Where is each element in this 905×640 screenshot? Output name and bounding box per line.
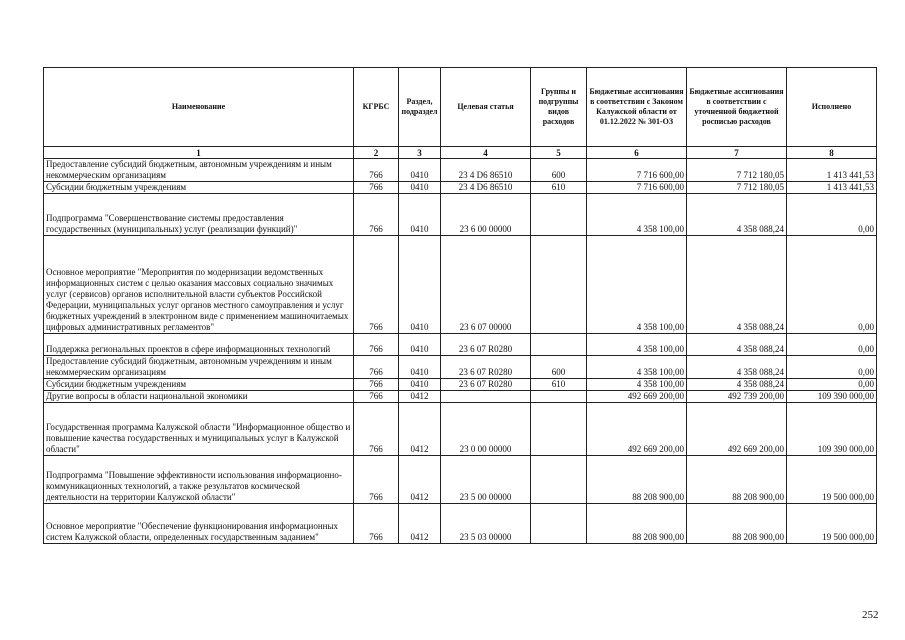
row-executed: 0,00 — [787, 356, 877, 379]
row-section: 0412 — [399, 504, 441, 544]
row-executed: 1 413 441,53 — [787, 159, 877, 182]
row-group — [531, 236, 587, 334]
row-name: Подпрограмма "Повышение эффективности использования информационно-коммуникационных технологий, а также результатов космической деятельности на территории Калужской области" — [44, 456, 354, 504]
row-group — [531, 334, 587, 356]
column-number: 6 — [587, 147, 687, 159]
row-group: 610 — [531, 379, 587, 391]
row-name: Основное мероприятие "Обеспечение функционирования информационных систем Калужской области, определенных государственным заданием" — [44, 504, 354, 544]
row-name: Основное мероприятие "Мероприятия по модернизации ведомственных информационных систем с целью оказания массовых социально значимых услуг (сервисов) органов исполнительной власти субъектов Российской Федерации, муниципальных услуг органов местного самоуправления и услуг бюджетных учреждений в электронном виде с применением машиночитаемых цифровых административных регламентов" — [44, 236, 354, 334]
row-kgrbs: 766 — [354, 194, 399, 236]
row-law: 7 716 600,00 — [587, 182, 687, 194]
row-kgrbs: 766 — [354, 379, 399, 391]
budget-table — [43, 67, 877, 544]
row-executed: 0,00 — [787, 236, 877, 334]
row-refined: 7 712 180,05 — [687, 159, 787, 182]
row-target: 23 6 00 00000 — [441, 194, 531, 236]
row-name: Поддержка региональных проектов в сфере информационных технологий — [44, 334, 354, 356]
row-kgrbs: 766 — [354, 159, 399, 182]
row-section: 0410 — [399, 356, 441, 379]
row-executed: 109 390 000,00 — [787, 391, 877, 403]
row-refined: 4 358 088,24 — [687, 236, 787, 334]
row-section: 0410 — [399, 182, 441, 194]
row-target: 23 5 00 00000 — [441, 456, 531, 504]
column-number: 4 — [441, 147, 531, 159]
row-group — [531, 391, 587, 403]
table-row — [44, 379, 877, 391]
row-section: 0410 — [399, 236, 441, 334]
row-law: 492 669 200,00 — [587, 403, 687, 456]
row-kgrbs: 766 — [354, 391, 399, 403]
row-section: 0410 — [399, 194, 441, 236]
header-target: Целевая статья — [441, 68, 531, 147]
row-name: Предоставление субсидий бюджетным, автономным учреждениям и иным некоммерческим организациям — [44, 356, 354, 379]
table-row — [44, 194, 877, 236]
row-refined: 4 358 088,24 — [687, 334, 787, 356]
table-row — [44, 236, 877, 334]
row-section: 0410 — [399, 159, 441, 182]
column-numbers-row — [44, 147, 877, 159]
header-executed: Исполнено — [787, 68, 877, 147]
table-row — [44, 403, 877, 456]
row-target: 23 6 07 R0280 — [441, 379, 531, 391]
table-row — [44, 456, 877, 504]
row-name: Субсидии бюджетным учреждениям — [44, 379, 354, 391]
header-name: Наименование — [44, 68, 354, 147]
row-target: 23 4 D6 86510 — [441, 182, 531, 194]
table-row — [44, 182, 877, 194]
row-refined: 88 208 900,00 — [687, 456, 787, 504]
row-kgrbs: 766 — [354, 236, 399, 334]
row-section: 0412 — [399, 391, 441, 403]
row-name: Субсидии бюджетным учреждениям — [44, 182, 354, 194]
row-target: 23 6 07 00000 — [441, 236, 531, 334]
row-group — [531, 504, 587, 544]
column-number: 8 — [787, 147, 877, 159]
row-executed: 1 413 441,53 — [787, 182, 877, 194]
row-executed: 0,00 — [787, 379, 877, 391]
row-section: 0412 — [399, 456, 441, 504]
row-executed: 0,00 — [787, 194, 877, 236]
row-law: 4 358 100,00 — [587, 334, 687, 356]
table-body — [44, 159, 877, 544]
row-law: 4 358 100,00 — [587, 356, 687, 379]
table-row — [44, 504, 877, 544]
header-row — [44, 68, 877, 147]
row-law: 4 358 100,00 — [587, 236, 687, 334]
row-section: 0410 — [399, 379, 441, 391]
header-refined: Бюджетные ассигнования в соответствии с уточненной бюджетной росписью расходов — [687, 68, 787, 147]
row-refined: 492 669 200,00 — [687, 403, 787, 456]
row-group: 610 — [531, 182, 587, 194]
page-number: 252 — [862, 609, 879, 621]
row-executed: 19 500 000,00 — [787, 504, 877, 544]
row-name: Другие вопросы в области национальной экономики — [44, 391, 354, 403]
row-law: 88 208 900,00 — [587, 504, 687, 544]
table-row — [44, 159, 877, 182]
header-groups: Группы и подгруппы видов расходов — [531, 68, 587, 147]
table-row — [44, 334, 877, 356]
row-refined: 4 358 088,24 — [687, 379, 787, 391]
row-law: 7 716 600,00 — [587, 159, 687, 182]
table-row — [44, 391, 877, 403]
row-kgrbs: 766 — [354, 182, 399, 194]
row-law: 4 358 100,00 — [587, 379, 687, 391]
row-kgrbs: 766 — [354, 456, 399, 504]
table-row — [44, 356, 877, 379]
row-refined: 4 358 088,24 — [687, 356, 787, 379]
row-name: Подпрограмма "Совершенствование системы предоставления государственных (муниципальных) услуг (реализации функций)" — [44, 194, 354, 236]
row-target: 23 4 D6 86510 — [441, 159, 531, 182]
row-executed: 109 390 000,00 — [787, 403, 877, 456]
row-law: 4 358 100,00 — [587, 194, 687, 236]
column-number: 7 — [687, 147, 787, 159]
header-kgrbs: КГРБС — [354, 68, 399, 147]
row-kgrbs: 766 — [354, 504, 399, 544]
header-law: Бюджетные ассигнования в соответствии с Законом Калужской области от 01.12.2022 № 301-ОЗ — [587, 68, 687, 147]
row-target: 23 6 07 R0280 — [441, 334, 531, 356]
row-law: 492 669 200,00 — [587, 391, 687, 403]
row-name: Государственная программа Калужской области "Информационное общество и повышение качества государственных и муниципальных услуг в Калужской области" — [44, 403, 354, 456]
row-kgrbs: 766 — [354, 356, 399, 379]
row-refined: 4 358 088,24 — [687, 194, 787, 236]
row-section: 0412 — [399, 403, 441, 456]
row-kgrbs: 766 — [354, 403, 399, 456]
column-number: 3 — [399, 147, 441, 159]
row-target: 23 0 00 00000 — [441, 403, 531, 456]
row-section: 0410 — [399, 334, 441, 356]
row-executed: 0,00 — [787, 334, 877, 356]
row-group: 600 — [531, 356, 587, 379]
row-name: Предоставление субсидий бюджетным, автономным учреждениям и иным некоммерческим организациям — [44, 159, 354, 182]
header-section: Раздел, подраздел — [399, 68, 441, 147]
row-group: 600 — [531, 159, 587, 182]
row-law: 88 208 900,00 — [587, 456, 687, 504]
row-target: 23 5 03 00000 — [441, 504, 531, 544]
row-group — [531, 194, 587, 236]
row-executed: 19 500 000,00 — [787, 456, 877, 504]
row-refined: 88 208 900,00 — [687, 504, 787, 544]
column-number: 1 — [44, 147, 354, 159]
row-target: 23 6 07 R0280 — [441, 356, 531, 379]
row-refined: 492 739 200,00 — [687, 391, 787, 403]
row-group — [531, 456, 587, 504]
column-number: 2 — [354, 147, 399, 159]
row-kgrbs: 766 — [354, 334, 399, 356]
row-target — [441, 391, 531, 403]
row-group — [531, 403, 587, 456]
column-number: 5 — [531, 147, 587, 159]
row-refined: 7 712 180,05 — [687, 182, 787, 194]
